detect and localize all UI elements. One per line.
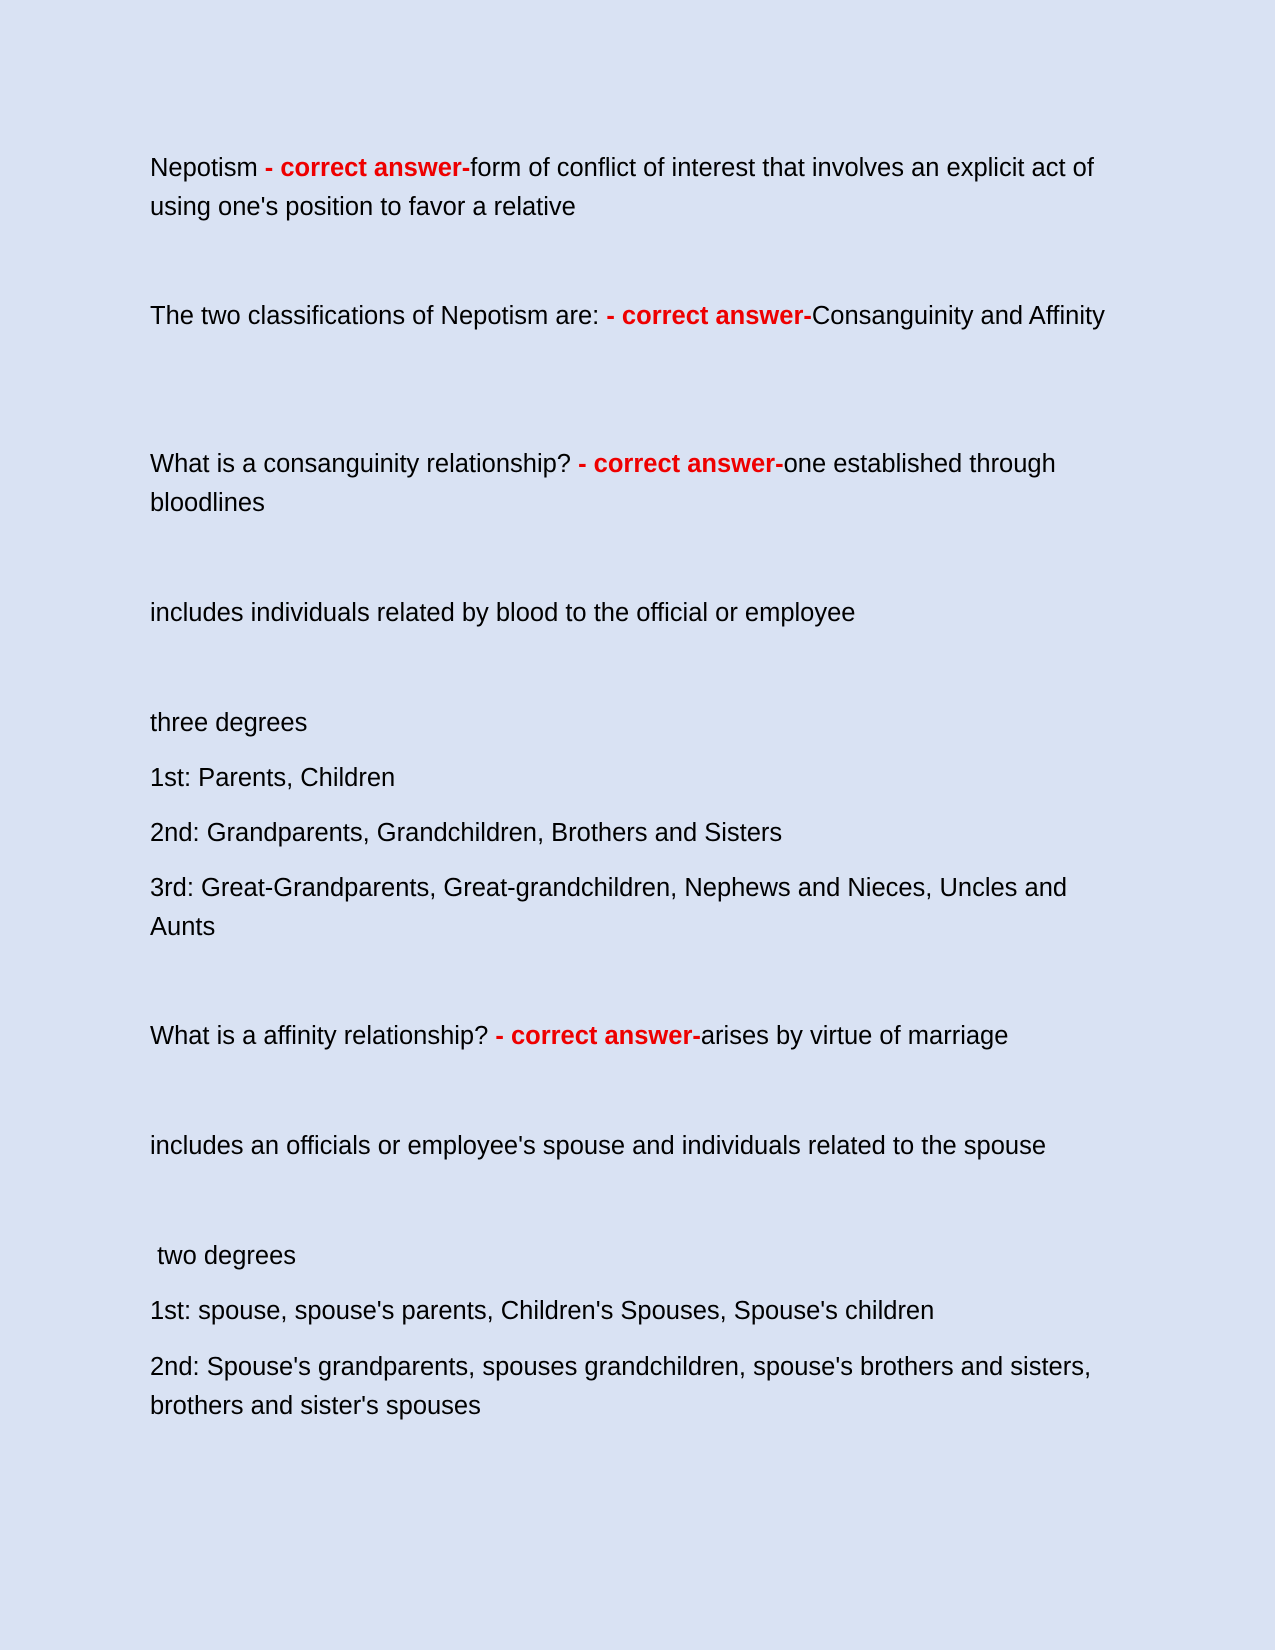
affinity-degree-heading: two degrees xyxy=(150,1242,297,1270)
answer-text: form of conflict of interest that involves an explicit act of using one's position to favor a relative xyxy=(150,154,1094,221)
answer-marker: - correct answer- xyxy=(606,302,812,330)
consanguinity-degree-item: 3rd: Great-Grandparents, Great-grandchildren, Nephews and Nieces, Uncles and Aunts xyxy=(150,874,1068,941)
qa-affinity xyxy=(150,1017,1130,1056)
answer-marker: - correct answer- xyxy=(495,1022,701,1050)
affinity-degree-item: 2nd: Spouse's grandparents, spouses grandchildren, spouse's brothers and sisters, brothers and sister's spouses xyxy=(150,1353,1092,1420)
consanguinity-note: includes individuals related by blood to the official or employee xyxy=(150,599,856,627)
qa-classifications xyxy=(150,297,1130,336)
qa-consanguinity xyxy=(150,445,1130,522)
answer-text: one established through bloodlines xyxy=(150,450,1056,517)
document-page xyxy=(150,0,1130,1650)
question-text: Nepotism xyxy=(150,154,265,182)
question-text: What is a consanguinity relationship? xyxy=(150,450,579,478)
affinity-note: includes an officials or employee's spouse and individuals related to the spouse xyxy=(150,1132,1047,1160)
consanguinity-degree-heading: three degrees xyxy=(150,709,308,737)
affinity-degree-item: 1st: spouse, spouse's parents, Children's Spouses, Spouse's children xyxy=(150,1297,935,1325)
question-text: What is a affinity relationship? xyxy=(150,1022,496,1050)
qa-nepotism xyxy=(150,149,1130,226)
answer-text: Consanguinity and Affinity xyxy=(811,302,1105,330)
consanguinity-degree-item: 2nd: Grandparents, Grandchildren, Brothers and Sisters xyxy=(150,819,783,847)
answer-marker: - correct answer- xyxy=(264,154,471,182)
answer-text: arises by virtue of marriage xyxy=(700,1022,1009,1050)
answer-marker: - correct answer- xyxy=(578,450,784,478)
question-text: The two classifications of Nepotism are: xyxy=(150,302,607,330)
consanguinity-degree-item: 1st: Parents, Children xyxy=(150,764,396,792)
